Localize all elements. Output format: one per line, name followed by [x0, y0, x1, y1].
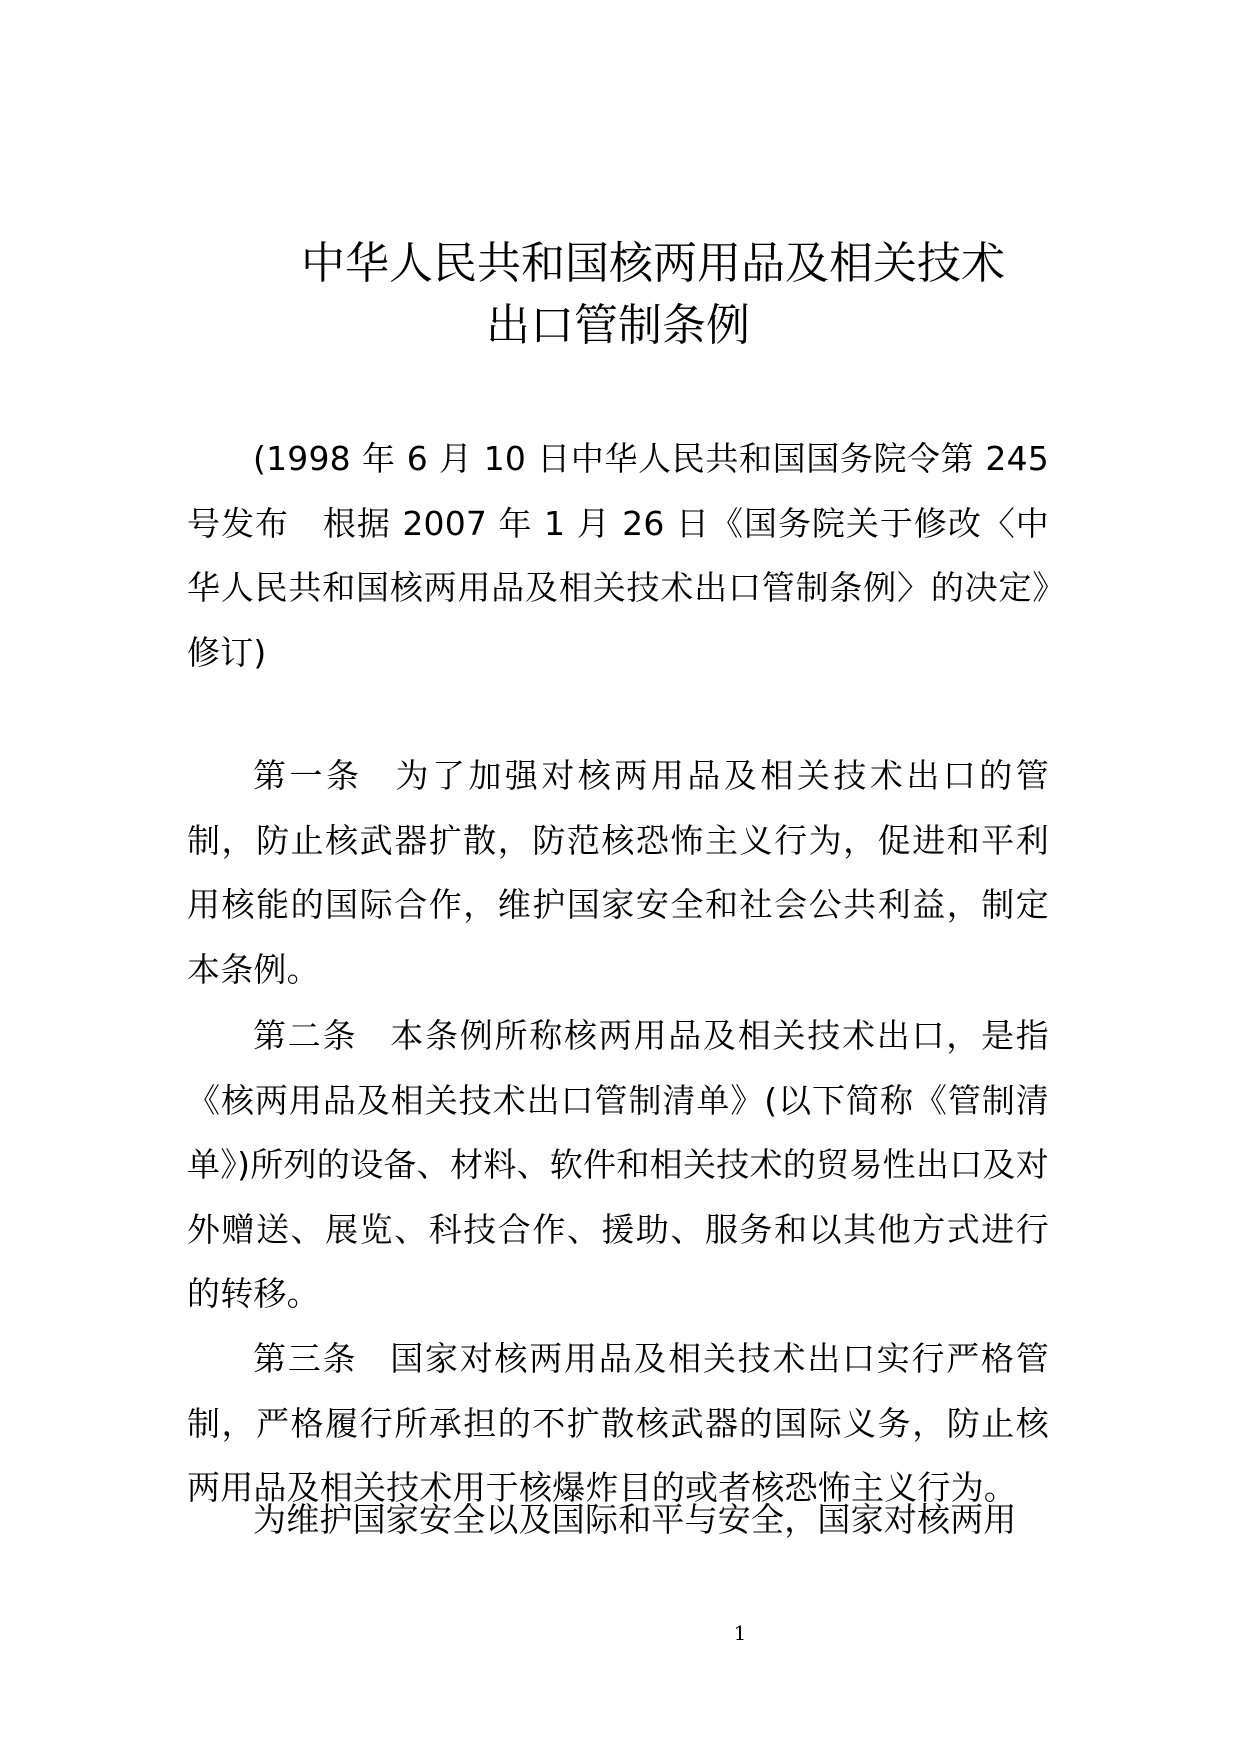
article-1-text: 为了加强对核两用品及相关技术出口的管制，防止核武器扩散，防范核恐怖主义行为，促进和平利用核能的国际合作，维护国家安全和社会公共利益，制定本条例。	[187, 756, 1049, 989]
article-2	[187, 1004, 1049, 1327]
article-1	[187, 744, 1049, 1002]
article-1-heading: 第一条	[253, 756, 363, 795]
document-title-line-1: 中华人民共和国核两用品及相关技术	[301, 238, 1005, 289]
page-number: 1	[733, 1621, 747, 1645]
document-title-line-2: 出口管制条例	[486, 300, 750, 351]
article-3-text: 国家对核两用品及相关技术出口实行严格管制，严格履行所承担的不扩散核武器的国际义务，防止核两用品及相关技术用于核爆炸目的或者核恐怖主义行为。	[187, 1339, 1049, 1507]
article-2-heading: 第二条	[253, 1016, 358, 1055]
article-3-heading: 第三条	[253, 1339, 358, 1378]
article-2-text: 本条例所称核两用品及相关技术出口，是指《核两用品及相关技术出口管制清单》(以下简称《管制清单》)所列的设备、材料、软件和相关技术的贸易性出口及对外赠送、展览、科技合作、援助、服务和以其他方式进行的转移。	[187, 1016, 1049, 1313]
promulgation-note: (1998 年 6 月 10 日中华人民共和国国务院令第 245 号发布 根据 2007 年 1 月 26 日《国务院关于修改〈中华人民共和国核两用品及相关技术出口管制条例〉的决定》修订)	[187, 439, 1049, 672]
article-3-paragraph-2: 为维护国家安全以及国际和平与安全，国家对核两用	[253, 1500, 1017, 1539]
